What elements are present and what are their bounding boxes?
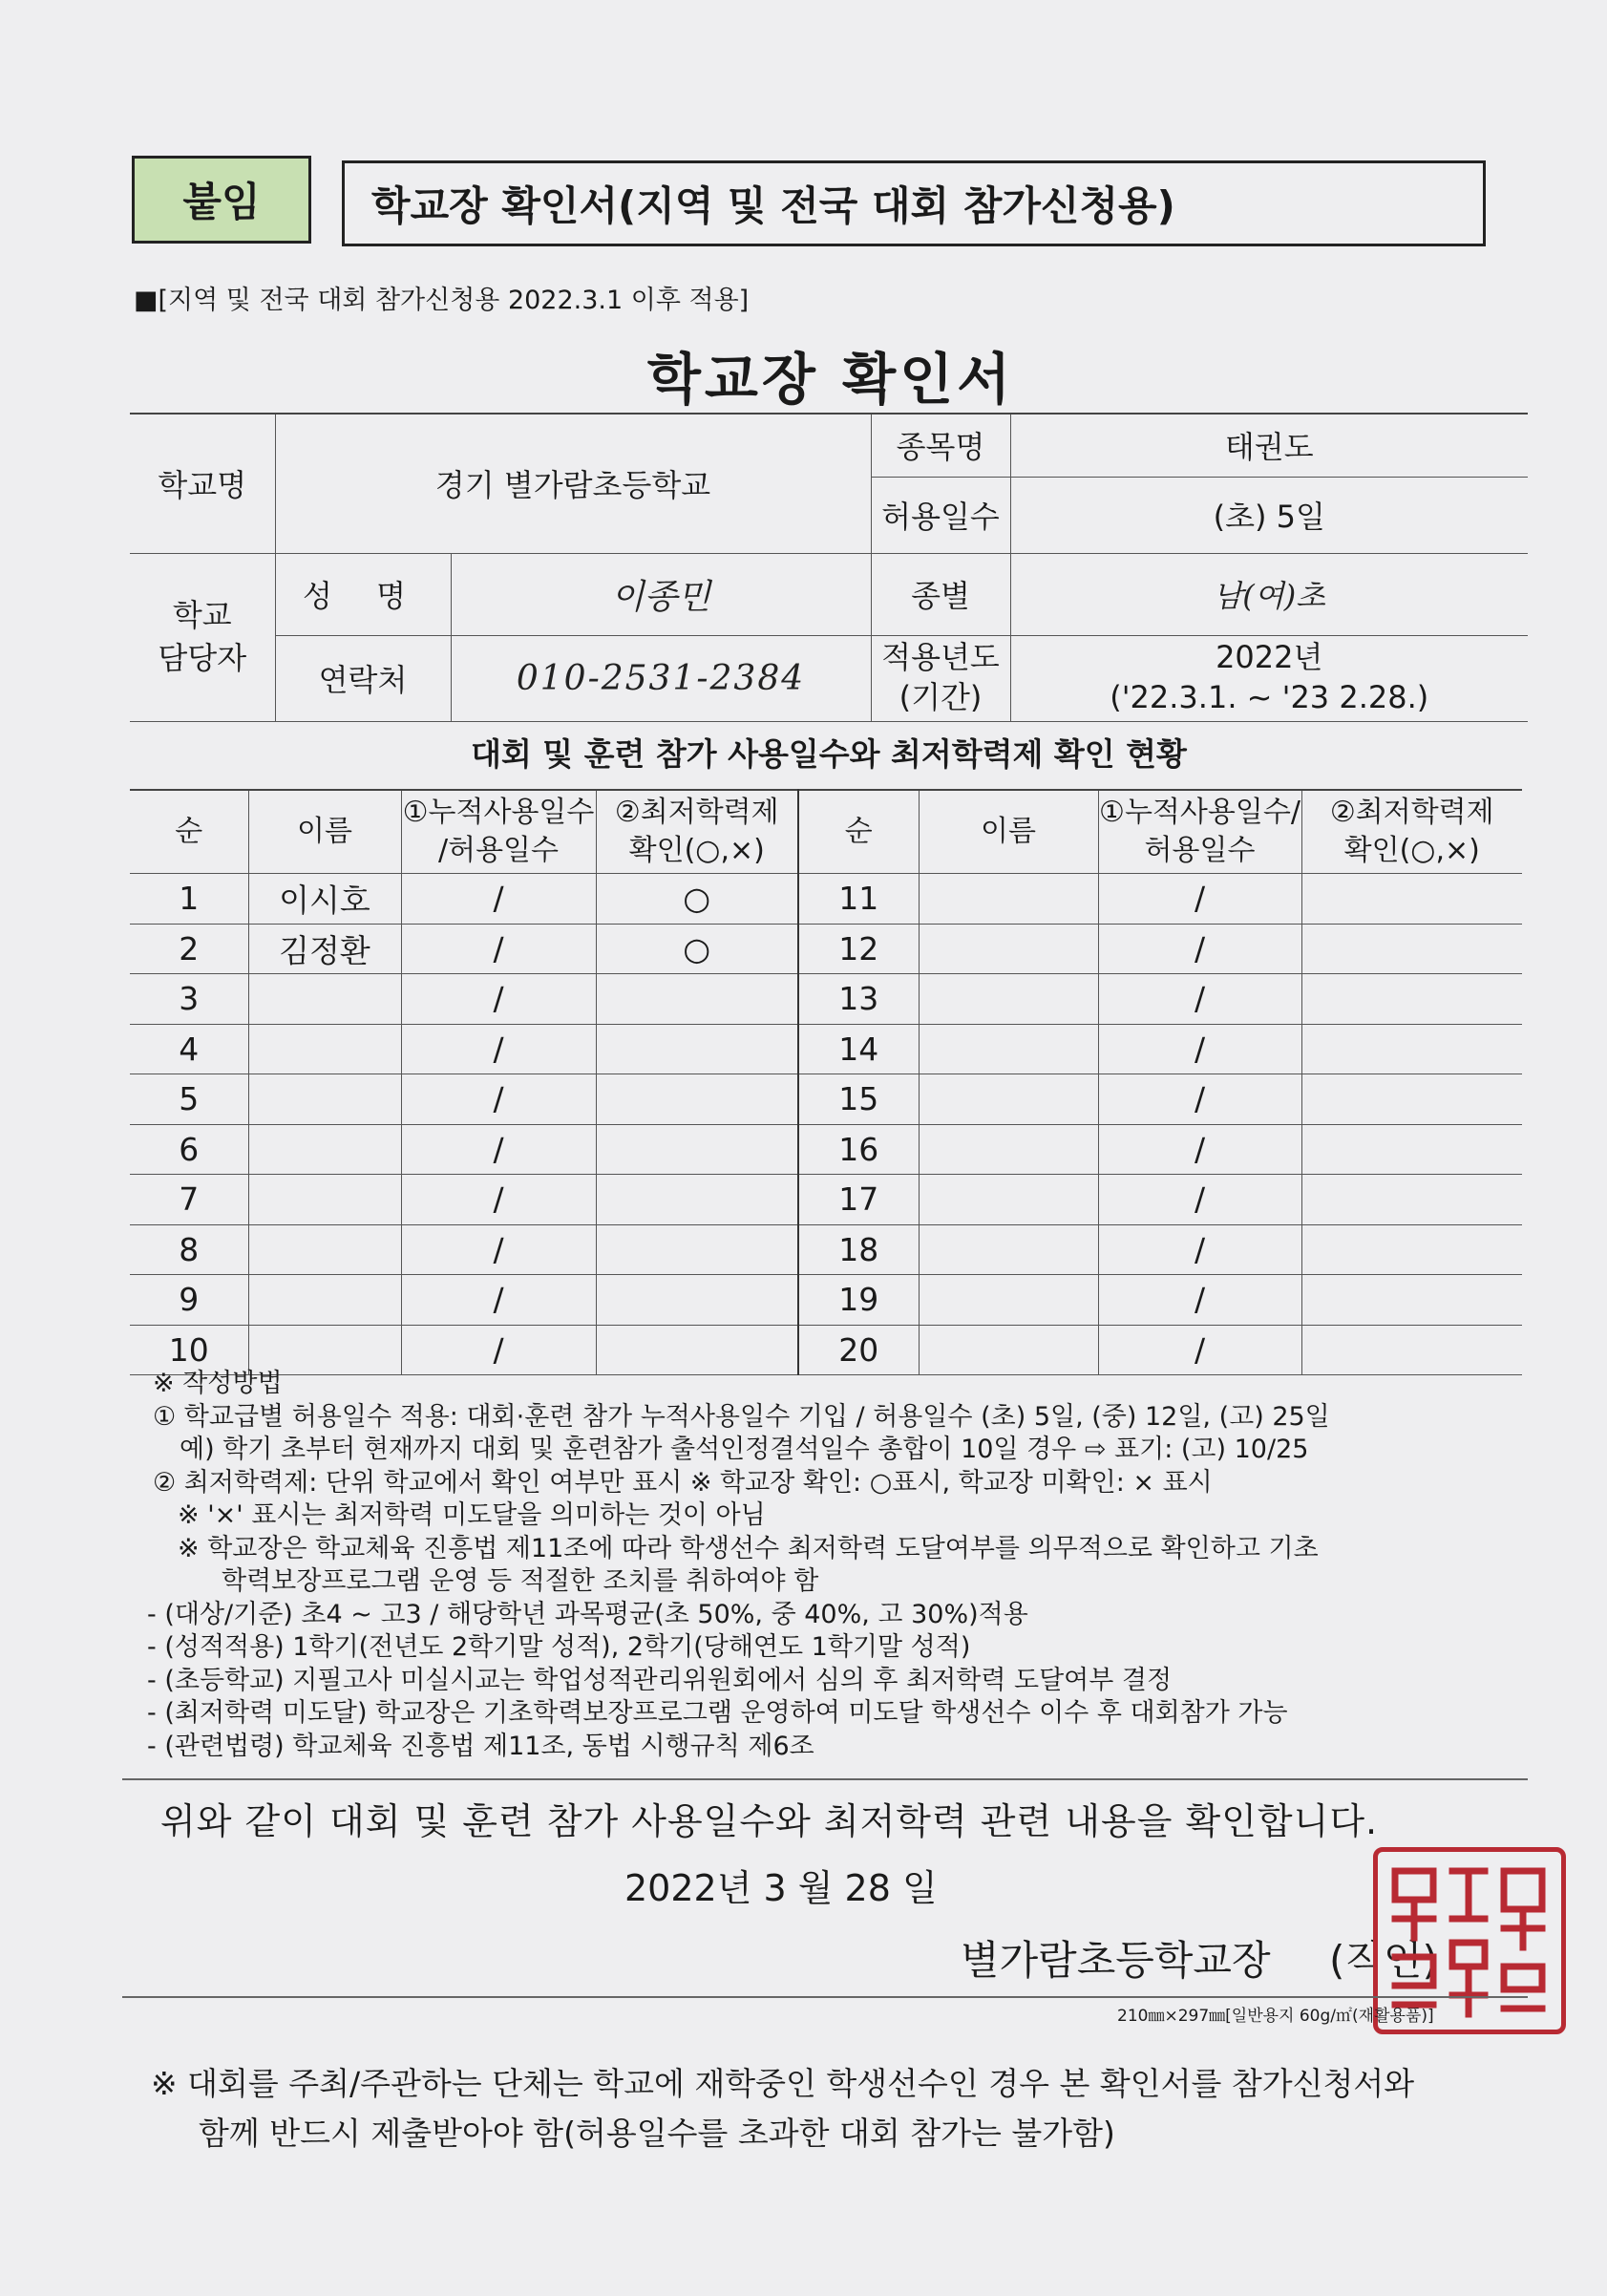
academic-check [596, 1124, 798, 1175]
table-row [130, 1175, 1522, 1225]
academic-check [596, 1024, 798, 1074]
student-name [248, 1024, 401, 1074]
table-row [130, 1024, 1522, 1074]
instructions [147, 1368, 1528, 1763]
paper-spec: 210㎜×297㎜[일반용지 60g/㎡(재활용품)] [1117, 2007, 1434, 2026]
column-header: 순 [798, 790, 919, 874]
academic-check [1301, 1275, 1522, 1326]
academic-check: ○ [596, 874, 798, 925]
column-header: ②최저학력제 확인(○,×) [596, 790, 798, 874]
instruction-line: - (대상/기준) 초4 ~ 고3 / 해당학년 과목평균(초 50%, 중 40%, 고 30%)적용 [147, 1599, 1028, 1629]
row-number: 6 [130, 1124, 248, 1175]
contact-label: 연락처 [275, 635, 451, 721]
student-name [248, 1124, 401, 1175]
academic-check [596, 1275, 798, 1326]
footnote-line: ※ 대회를 주최/주관하는 단체는 학교에 재학중인 학생선수인 경우 본 확인서를 참가신청서와 [151, 2065, 1415, 2102]
sport-label: 종목명 [871, 414, 1010, 477]
student-name [919, 974, 1098, 1025]
academic-check [1301, 1124, 1522, 1175]
days-used: / [401, 1024, 596, 1074]
principal-name: 별가람초등학교장 [961, 1937, 1271, 1984]
instruction-line: - (성적적용) 1학기(전년도 2학기말 성적), 2학기(당해연도 1학기말 성적) [147, 1632, 971, 1662]
column-header: ①누적사용일수 /허용일수 [401, 790, 596, 874]
row-number: 18 [798, 1224, 919, 1275]
confirm-statement: 위와 같이 대회 및 훈련 참가 사용일수와 최저학력 관련 내용을 확인합니다. [160, 1800, 1379, 1842]
header-title: 학교장 확인서(지역 및 전국 대회 참가신청용) [342, 160, 1486, 246]
academic-check [1301, 1074, 1522, 1125]
academic-check [1301, 874, 1522, 925]
table-row [130, 924, 1522, 974]
row-number: 2 [130, 924, 248, 974]
document-title: 학교장 확인서 [646, 347, 1015, 412]
academic-check [1301, 924, 1522, 974]
row-number: 1 [130, 874, 248, 925]
academic-check [596, 974, 798, 1025]
year-label: 적용년도 (기간) [871, 635, 1010, 721]
footnote-line: 함께 반드시 제출받아야 함(허용일수를 초과한 대회 참가는 불가함) [199, 2115, 1115, 2152]
table-row [130, 974, 1522, 1025]
days-used: / [401, 1175, 596, 1225]
row-number: 12 [798, 924, 919, 974]
table-row [130, 1275, 1522, 1326]
row-number: 13 [798, 974, 919, 1025]
days-used: / [401, 1325, 596, 1375]
instruction-line: ※ 학교장은 학교체육 진흥법 제11조에 따라 학생선수 최저학력 도달여부를 의무적으로 확인하고 기초 [178, 1533, 1319, 1563]
student-name [919, 1074, 1098, 1125]
table-row [130, 874, 1522, 925]
name-label: 성 명 [275, 553, 451, 635]
row-number: 17 [798, 1175, 919, 1225]
row-number: 7 [130, 1175, 248, 1225]
divider [122, 1996, 1528, 1998]
instruction-line: - (초등학교) 지필고사 미실시교는 학업성적관리위원회에서 심의 후 최저학력 도달여부 결정 [147, 1665, 1173, 1695]
table-row [130, 1224, 1522, 1275]
instruction-line: ② 최저학력제: 단위 학교에서 확인 여부만 표시 ※ 학교장 확인: ○표시, 학교장 미확인: × 표시 [153, 1467, 1213, 1498]
name-value: 이종민 [451, 553, 871, 635]
instruction-line: ① 학교급별 허용일수 적용: 대회·훈련 참가 누적사용일수 기입 / 허용일수 (초) 5일, (중) 12일, (고) 25일 [153, 1401, 1330, 1432]
academic-check [596, 1074, 798, 1125]
participation-table [130, 789, 1522, 1375]
attachment-tag: 붙임 [132, 156, 311, 244]
student-name [919, 874, 1098, 925]
manager-label: 학교 담당자 [130, 553, 275, 721]
column-header: 이름 [919, 790, 1098, 874]
student-name [248, 1275, 401, 1326]
student-name [919, 924, 1098, 974]
gender-label: 종별 [871, 553, 1010, 635]
table-row [130, 1074, 1522, 1125]
student-name [919, 1275, 1098, 1326]
days-used: / [401, 1275, 596, 1326]
days-used: / [1098, 874, 1301, 925]
divider [122, 1778, 1528, 1780]
days-used: / [1098, 1074, 1301, 1125]
days-used: / [401, 1124, 596, 1175]
column-header: ①누적사용일수/ 허용일수 [1098, 790, 1301, 874]
info-table [130, 413, 1528, 722]
row-number: 11 [798, 874, 919, 925]
student-name [919, 1024, 1098, 1074]
row-number: 3 [130, 974, 248, 1025]
principal-signature [961, 1929, 1438, 1987]
instruction-line: ※ '×' 표시는 최저학력 미도달을 의미하는 것이 아님 [178, 1500, 766, 1530]
section-title: 대회 및 훈련 참가 사용일수와 최저학력제 확인 현황 [471, 735, 1187, 773]
days-used: / [401, 924, 596, 974]
footnote [151, 2059, 1414, 2158]
row-number: 14 [798, 1024, 919, 1074]
days-used: / [1098, 1124, 1301, 1175]
table-row [130, 1124, 1522, 1175]
gender-value: 남(여)초 [1010, 553, 1528, 635]
period-value: ('22.3.1. ~ '23 2.28.) [1110, 679, 1429, 715]
days-used: / [1098, 1175, 1301, 1225]
academic-check [1301, 1175, 1522, 1225]
column-header: 순 [130, 790, 248, 874]
student-name [248, 1175, 401, 1225]
row-number: 20 [798, 1325, 919, 1375]
student-name [248, 1224, 401, 1275]
applicability-note: ■[지역 및 전국 대회 참가신청용 2022.3.1 이후 적용] [134, 286, 750, 315]
academic-check: ○ [596, 924, 798, 974]
days-used: / [1098, 1224, 1301, 1275]
days-used: / [1098, 1275, 1301, 1326]
academic-check [596, 1224, 798, 1275]
row-number: 16 [798, 1124, 919, 1175]
row-number: 15 [798, 1074, 919, 1125]
column-header: 이름 [248, 790, 401, 874]
year-value: 2022년 [1216, 639, 1323, 676]
row-number: 8 [130, 1224, 248, 1275]
signature-date: 2022년 3 월 28 일 [624, 1867, 938, 1909]
student-name [248, 1074, 401, 1125]
column-header: ②최저학력제 확인(○,×) [1301, 790, 1522, 874]
instruction-line: 예) 학기 초부터 현재까지 대회 및 훈련참가 출석인정결석일수 총합이 10일 경우 ⇨ 표기: (고) 10/25 [180, 1435, 1309, 1464]
row-number: 5 [130, 1074, 248, 1125]
days-used: / [401, 1224, 596, 1275]
row-number: 10 [130, 1325, 248, 1375]
days-used: / [401, 974, 596, 1025]
days-label: 허용일수 [871, 477, 1010, 553]
student-name [919, 1224, 1098, 1275]
days-used: / [401, 874, 596, 925]
instruction-line: - (관련법령) 학교체육 진흥법 제11조, 동법 시행규칙 제6조 [147, 1731, 814, 1761]
row-number: 4 [130, 1024, 248, 1074]
seal-placeholder: (직인) [1328, 1937, 1438, 1984]
days-used: / [1098, 924, 1301, 974]
school-label: 학교명 [130, 414, 275, 553]
student-name [919, 1124, 1098, 1175]
row-number: 19 [798, 1275, 919, 1326]
instruction-line: - (최저학력 미도달) 학교장은 기초학력보장프로그램 운영하여 미도달 학생선수 이수 후 대회참가 가능 [147, 1698, 1288, 1728]
days-used: / [401, 1074, 596, 1125]
academic-check [596, 1175, 798, 1225]
days-used: / [1098, 974, 1301, 1025]
student-name: 이시호 [248, 874, 401, 925]
days-used: / [1098, 1024, 1301, 1074]
instruction-line: ※ 작성방법 [153, 1369, 283, 1398]
academic-check [1301, 1224, 1522, 1275]
instruction-line: 학력보장프로그램 운영 등 적절한 조치를 취하여야 함 [222, 1566, 819, 1596]
school-value: 경기 별가람초등학교 [275, 414, 871, 553]
days-value: (초) 5일 [1010, 477, 1528, 553]
row-number: 9 [130, 1275, 248, 1326]
days-used: / [1098, 1325, 1301, 1375]
sport-value: 태권도 [1010, 414, 1528, 477]
academic-check [1301, 1024, 1522, 1074]
academic-check [1301, 974, 1522, 1025]
student-name [248, 974, 401, 1025]
student-name: 김정환 [248, 924, 401, 974]
contact-value: 010-2531-2384 [451, 635, 871, 721]
student-name [919, 1175, 1098, 1225]
